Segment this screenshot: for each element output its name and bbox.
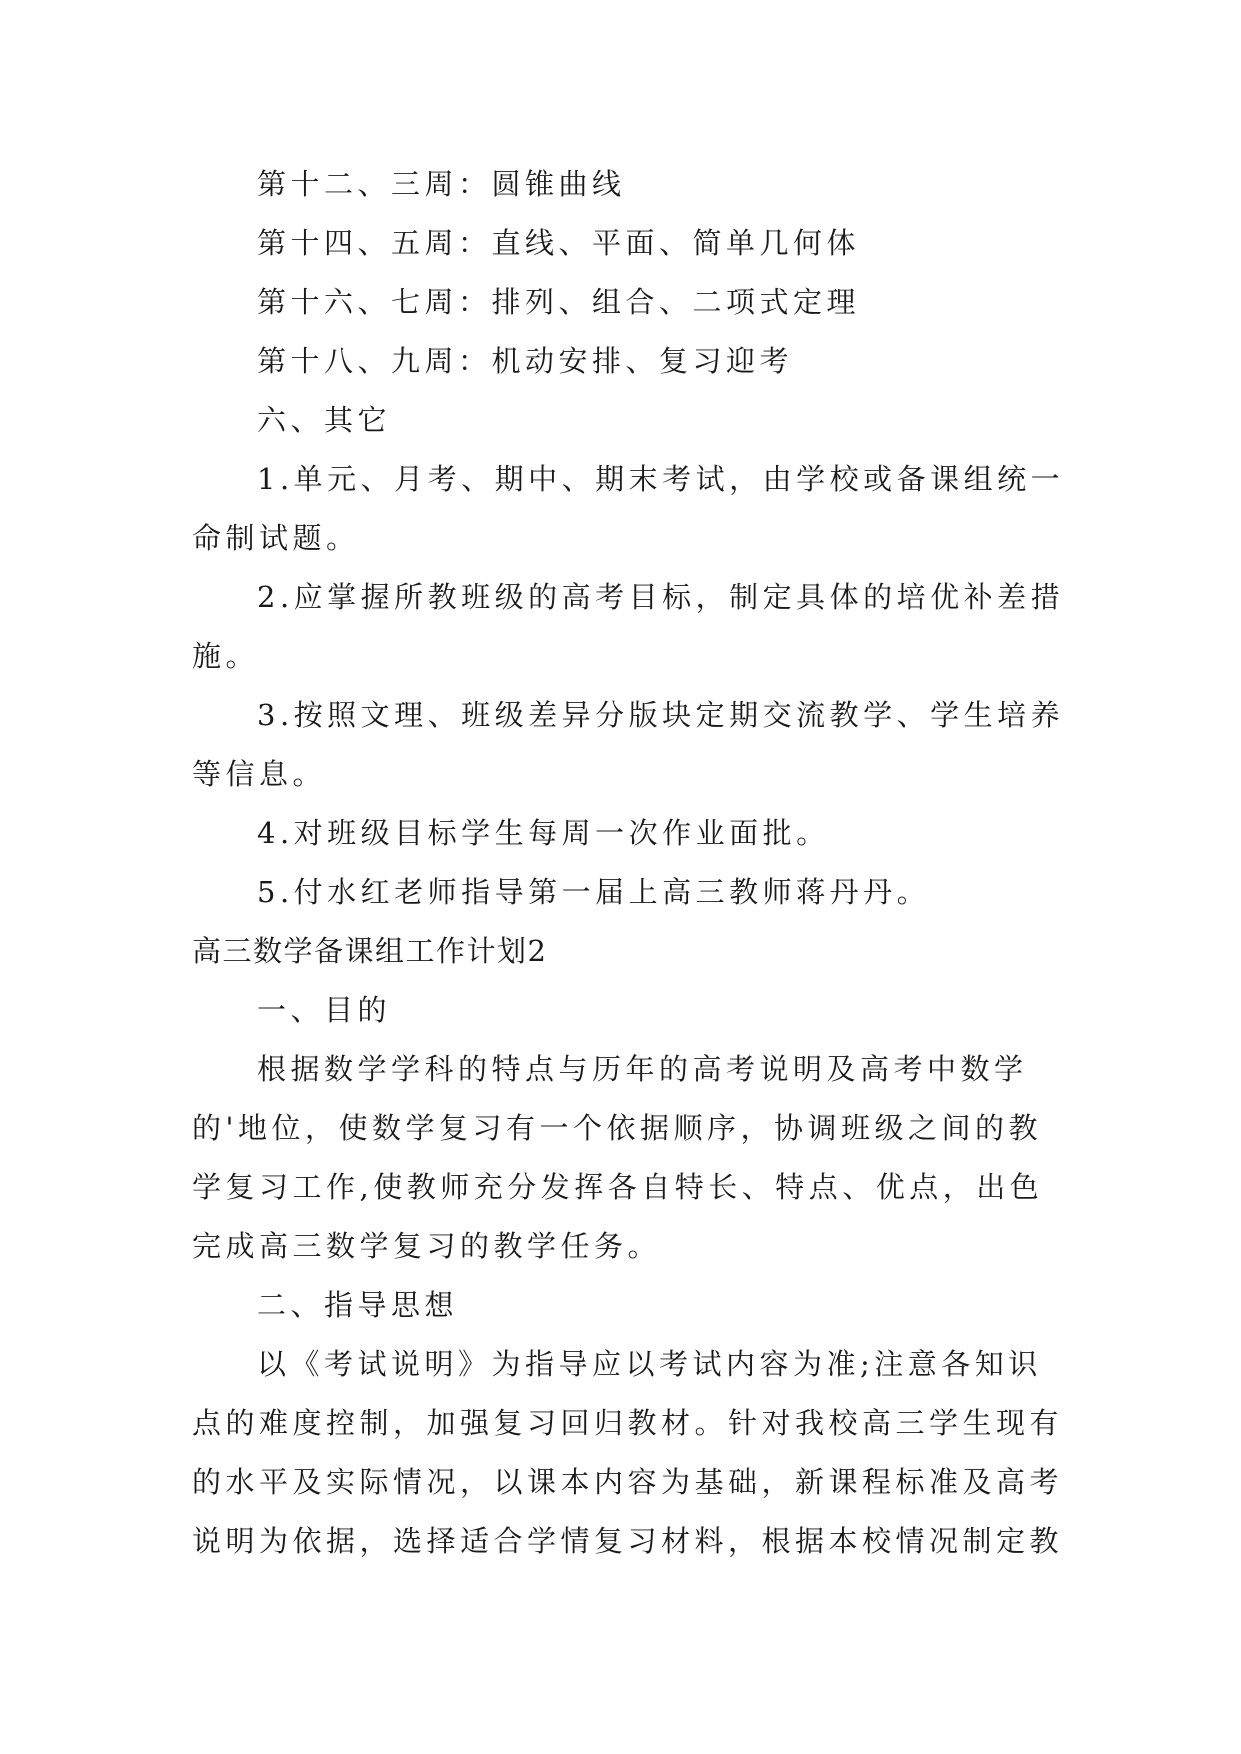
others-item-3-line-2: 等信息。 bbox=[192, 757, 327, 791]
others-item-2-line-2: 施。 bbox=[192, 639, 260, 673]
others-item-3-line-1: 3.按照文理、班级差异分版块定期交流教学、学生培养 bbox=[257, 698, 1065, 732]
schedule-week-18-19: 第十八、九周：机动安排、复习迎考 bbox=[257, 344, 794, 378]
purpose-line-1: 根据数学学科的特点与历年的高考说明及高考中数学 bbox=[257, 1052, 1028, 1086]
others-item-2-line-1: 2.应掌握所教班级的高考目标，制定具体的培优补差措 bbox=[257, 580, 1065, 614]
section-six-heading: 六、其它 bbox=[257, 403, 392, 437]
schedule-week-12-13: 第十二、三周：圆锥曲线 bbox=[257, 167, 626, 201]
purpose-line-2: 的'地位，使数学复习有一个依据顺序，协调班级之间的教 bbox=[192, 1111, 1042, 1145]
purpose-line-3: 学复习工作,使教师充分发挥各自特长、特点、优点，出色 bbox=[192, 1170, 1044, 1204]
guiding-line-4: 说明为依据，选择适合学情复习材料，根据本校情况制定教 bbox=[192, 1524, 1064, 1558]
purpose-line-4: 完成高三数学复习的教学任务。 bbox=[192, 1229, 662, 1263]
plan-2-title: 高三数学备课组工作计划2 bbox=[192, 934, 548, 968]
schedule-week-16-17: 第十六、七周：排列、组合、二项式定理 bbox=[257, 285, 861, 319]
guiding-line-2: 点的难度控制，加强复习回归教材。针对我校高三学生现有 bbox=[192, 1406, 1064, 1440]
guiding-line-1: 以《考试说明》为指导应以考试内容为准;注意各知识 bbox=[257, 1347, 1042, 1381]
others-item-4: 4.对班级目标学生每周一次作业面批。 bbox=[257, 816, 830, 850]
others-item-1-line-2: 命制试题。 bbox=[192, 521, 360, 555]
purpose-heading: 一、目的 bbox=[257, 993, 392, 1027]
schedule-week-14-15: 第十四、五周：直线、平面、简单几何体 bbox=[257, 226, 861, 260]
others-item-1-line-1: 1.单元、月考、期中、期末考试，由学校或备课组统一 bbox=[257, 462, 1065, 496]
others-item-5: 5.付水红老师指导第一届上高三教师蒋丹丹。 bbox=[257, 875, 931, 909]
guiding-heading: 二、指导思想 bbox=[257, 1288, 459, 1322]
guiding-line-3: 的水平及实际情况，以课本内容为基础，新课程标准及高考 bbox=[192, 1465, 1064, 1499]
